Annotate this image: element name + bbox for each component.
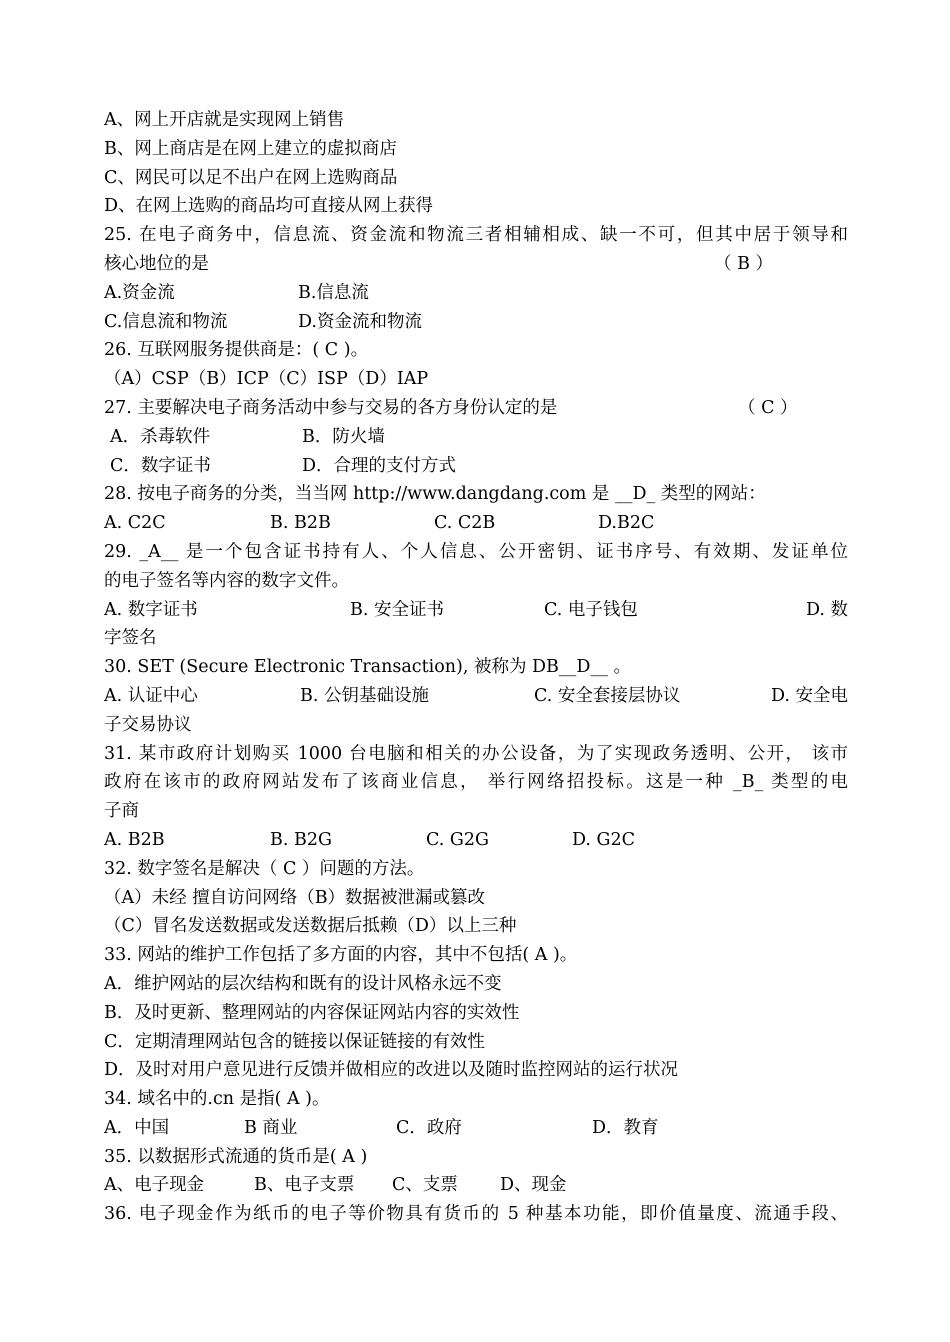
q25-answer: （ B ） [714,253,773,274]
q35-stem: 35. 以数据形式流通的货币是( A ) [104,1146,368,1167]
q27-options-row1 [104,423,848,452]
q25-option-b: B.信息流 [298,282,369,303]
q27-option-c: C．数字证书 [110,455,211,476]
q30-option-c: C. 安全套接层协议 [534,685,681,706]
q34-option-a: A．中国 [104,1117,170,1138]
q31-option-b: B. B2G [270,829,332,850]
q35-option-b: B、电子支票 [254,1175,355,1196]
q35-options [104,1171,848,1200]
q27-stem-text: 27. 主要解决电子商务活动中参与交易的各方身份认定的是 [104,397,558,418]
q32-stem: 32. 数字签名是解决（ C ）问题的方法。 [104,858,425,879]
q25-options-row1 [104,279,848,308]
question-list [104,106,848,1229]
q25-stem-line2 [104,250,848,279]
q29-option-d: D. 数 [805,599,848,620]
q24-option-a: A、网上开店就是实现网上销售 [104,110,345,130]
q24-option-c: C、网民可以足不出户在网上选购商品 [104,167,398,188]
q25-option-c: C.信息流和物流 [104,311,228,332]
q34-option-d: D．教育 [592,1117,659,1138]
q28-option-a: A. C2C [104,513,166,534]
q24-option-b: B、网上商店是在网上建立的虚拟商店 [104,138,397,159]
q29-option-c: C. 电子钱包 [544,599,638,620]
q33-option-c: C．定期清理网站包含的链接以保证链接的有效性 [104,1031,485,1052]
q32-options-row2: （C）冒名发送数据或发送数据后抵赖（D）以上三种 [104,916,517,937]
q31-stem-line1: 31. 某市政府计划购买 1000 台电脑和相关的办公设备，为了实现政务透明、公开， 该市 [104,743,848,764]
q27-option-d: D．合理的支付方式 [302,455,457,476]
q27-stem-line [104,394,848,423]
q33-stem: 33. 网站的维护工作包括了多方面的内容，其中不包括( A )。 [104,945,578,966]
q29-stem-line2: 的电子签名等内容的数字文件。 [104,570,349,591]
q29-option-d-cont: 字签名 [104,628,157,649]
q25-stem-text: 核心地位的是 [104,253,209,274]
q28-option-c: C. C2B [434,513,496,534]
q31-option-a: A. B2B [104,829,165,850]
q34-options [104,1114,848,1143]
q25-option-a: A.资金流 [104,282,175,303]
q28-options [104,509,848,538]
q29-stem-line1: 29. _A__ 是一个包含证书持有人、个人信息、公开密钥、证书序号、有效期、发证单位 [104,541,848,562]
q34-option-c: C．政府 [396,1117,462,1138]
q29-option-a: A. 数字证书 [104,599,198,620]
q30-option-d-cont: 子交易协议 [104,714,192,735]
q35-option-a: A、电子现金 [104,1175,205,1196]
q30-option-d: D. 安全电 [770,685,848,706]
q24-option-d: D、在网上选购的商品均可直接从网上获得 [104,196,434,217]
q31-option-c: C. G2G [426,829,489,850]
q28-option-d: D.B2C [598,513,655,534]
q25-option-d: D.资金流和物流 [298,311,422,332]
q35-option-d: D、现金 [500,1175,567,1196]
q36-stem-line1: 36. 电子现金作为纸币的电子等价物具有货币的 5 种基本功能，即价值量度、流通手段、 [104,1204,848,1225]
q32-options-row1: （A）未经 擅自访问网络（B）数据被泄漏或篡改 [104,887,486,908]
q25-stem-line1: 25. 在电子商务中，信息流、资金流和物流三者相辅相成、缺一不可，但其中居于领导和 [104,225,848,246]
q28-option-b: B. B2B [270,513,331,534]
q27-option-b: B．防火墙 [302,426,385,447]
q27-option-a: A．杀毒软件 [110,426,211,447]
q30-stem: 30. SET (Secure Electronic Transaction), 被称为 DB__D__ 。 [104,657,632,678]
q26-options: （A）CSP（B）ICP（C）ISP（D）IAP [104,369,429,390]
q35-option-c: C、支票 [392,1175,458,1196]
q31-stem-line3: 子商 [104,801,139,822]
q29-options [104,596,848,625]
q34-option-b: B 商业 [244,1117,298,1138]
q26-stem: 26. 互联网服务提供商是：( C )。 [104,340,369,361]
q31-option-d: D. G2C [572,829,636,850]
q27-answer: （ C ） [738,397,798,418]
q30-option-b: B. 公钥基础设施 [300,685,429,706]
q30-options [104,682,848,711]
q31-options [104,826,848,855]
q30-option-a: A. 认证中心 [104,685,198,706]
q28-stem: 28. 按电子商务的分类，当当网 http://www.dangdang.com 是 __D_ 类型的网站： [104,484,766,505]
q29-option-b: B. 安全证书 [350,599,444,620]
q33-option-d: D．及时对用户意见进行反馈并做相应的改进以及随时监控网站的运行状况 [104,1060,679,1081]
q25-options-row2 [104,308,848,337]
q33-option-a: A．维护网站的层次结构和既有的设计风格永远不变 [104,973,502,994]
q33-option-b: B．及时更新、整理网站的内容保证网站内容的实效性 [104,1002,520,1023]
q34-stem: 34. 域名中的.cn 是指( A )。 [104,1089,330,1110]
q27-options-row2 [104,452,848,481]
q31-stem-line2: 政府在该市的政府网站发布了该商业信息， 举行网络招投标。这是一种 _B_ 类型的电 [104,772,848,793]
